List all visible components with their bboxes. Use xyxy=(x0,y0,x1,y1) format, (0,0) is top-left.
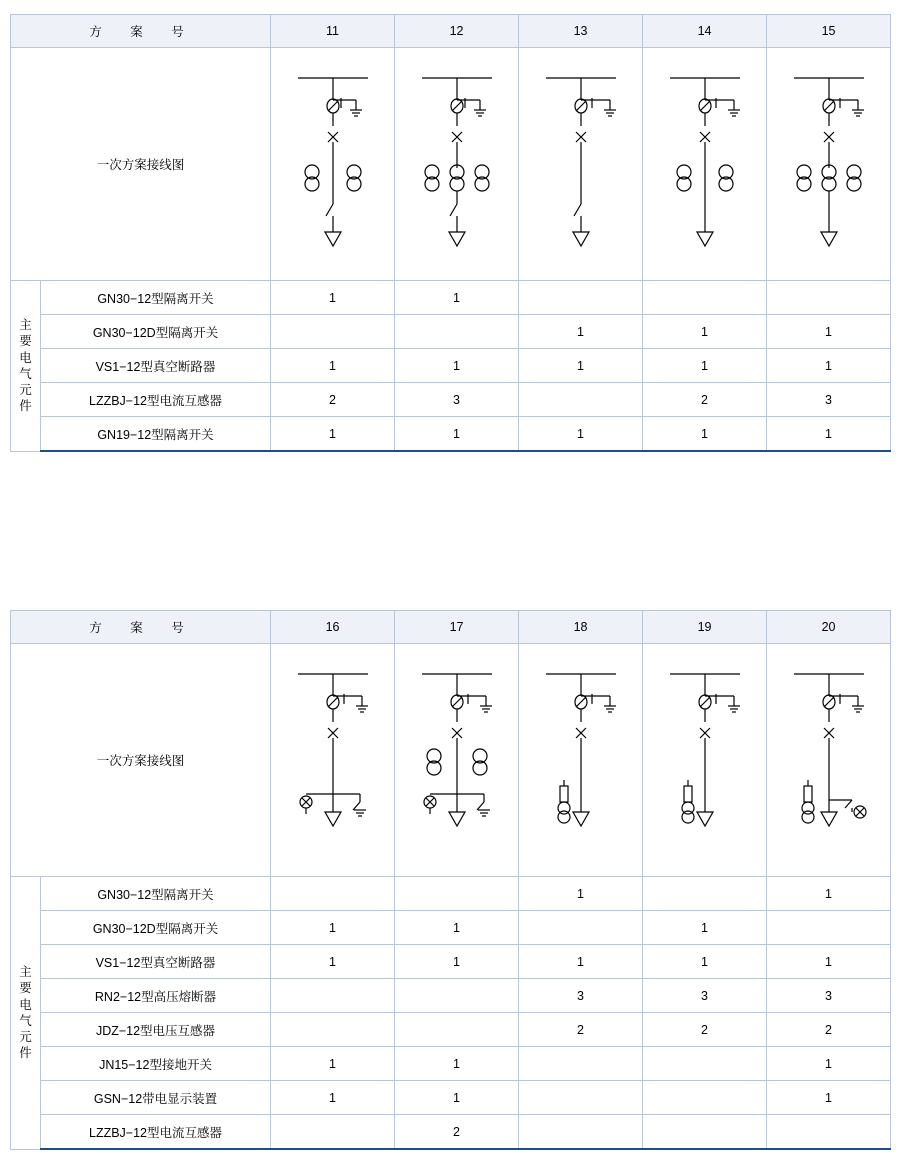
component-value: 1 xyxy=(767,349,891,383)
component-row xyxy=(11,315,891,349)
component-value xyxy=(643,877,767,911)
component-value xyxy=(395,1013,519,1047)
diagram-cell-scheme-19 xyxy=(643,644,767,877)
component-value: 1 xyxy=(271,417,395,452)
component-row xyxy=(11,1013,891,1047)
component-value: 1 xyxy=(395,945,519,979)
component-value: 1 xyxy=(271,911,395,945)
component-name: VS1−12型真空断路器 xyxy=(41,349,271,383)
component-value xyxy=(519,1047,643,1081)
component-name: RN2−12型高压熔断器 xyxy=(41,979,271,1013)
component-value xyxy=(519,1081,643,1115)
component-name: GSN−12带电显示装置 xyxy=(41,1081,271,1115)
component-value xyxy=(395,979,519,1013)
component-row xyxy=(11,911,891,945)
component-name: GN30−12型隔离开关 xyxy=(41,877,271,911)
component-value: 2 xyxy=(767,1013,891,1047)
component-value xyxy=(643,1081,767,1115)
component-value: 2 xyxy=(395,1115,519,1150)
table-header-row xyxy=(11,611,891,644)
component-name: LZZBJ−12型电流互感器 xyxy=(41,383,271,417)
component-value: 1 xyxy=(767,877,891,911)
header-scheme-number: 15 xyxy=(767,15,891,48)
diagram-cell-scheme-12 xyxy=(395,48,519,281)
component-row xyxy=(11,1115,891,1150)
table-upper xyxy=(10,14,891,452)
diagram-row xyxy=(11,644,891,877)
component-row xyxy=(11,417,891,452)
component-value xyxy=(395,877,519,911)
diagram-cell-scheme-17 xyxy=(395,644,519,877)
component-value: 1 xyxy=(767,315,891,349)
component-value: 1 xyxy=(395,349,519,383)
header-scheme-number: 12 xyxy=(395,15,519,48)
component-value: 1 xyxy=(643,315,767,349)
component-value xyxy=(395,315,519,349)
header-scheme-number: 20 xyxy=(767,611,891,644)
component-value xyxy=(519,1115,643,1150)
component-row xyxy=(11,349,891,383)
component-row xyxy=(11,945,891,979)
component-name: GN30−12D型隔离开关 xyxy=(41,911,271,945)
component-value xyxy=(643,1047,767,1081)
component-value: 1 xyxy=(519,877,643,911)
diagram-row-label: 一次方案接线图 xyxy=(11,48,271,281)
component-value: 2 xyxy=(271,383,395,417)
component-value: 1 xyxy=(271,281,395,315)
component-value xyxy=(767,281,891,315)
component-value xyxy=(643,1115,767,1150)
diagram-cell-scheme-11 xyxy=(271,48,395,281)
component-value: 1 xyxy=(643,911,767,945)
component-value: 1 xyxy=(519,349,643,383)
component-value: 1 xyxy=(271,349,395,383)
component-value: 1 xyxy=(395,911,519,945)
header-scheme-number: 18 xyxy=(519,611,643,644)
component-value: 1 xyxy=(767,945,891,979)
component-value xyxy=(767,1115,891,1150)
scheme-table-upper xyxy=(10,14,890,452)
component-row xyxy=(11,281,891,315)
component-value: 1 xyxy=(395,417,519,452)
component-value: 1 xyxy=(519,945,643,979)
header-scheme-number: 16 xyxy=(271,611,395,644)
component-value xyxy=(519,281,643,315)
diagram-row xyxy=(11,48,891,281)
diagram-cell-scheme-13 xyxy=(519,48,643,281)
component-name: VS1−12型真空断路器 xyxy=(41,945,271,979)
component-value: 1 xyxy=(395,281,519,315)
component-row xyxy=(11,1081,891,1115)
diagram-cell-scheme-18 xyxy=(519,644,643,877)
component-value xyxy=(271,1115,395,1150)
component-value: 1 xyxy=(767,1081,891,1115)
component-value: 3 xyxy=(767,383,891,417)
component-name: GN19−12型隔离开关 xyxy=(41,417,271,452)
header-title: 方 案 号 xyxy=(11,611,271,644)
component-value xyxy=(519,383,643,417)
component-value: 1 xyxy=(395,1047,519,1081)
component-value xyxy=(271,979,395,1013)
component-value: 3 xyxy=(767,979,891,1013)
component-value: 3 xyxy=(643,979,767,1013)
diagram-cell-scheme-20 xyxy=(767,644,891,877)
component-row xyxy=(11,383,891,417)
component-name: GN30−12D型隔离开关 xyxy=(41,315,271,349)
component-value: 1 xyxy=(395,1081,519,1115)
component-value: 2 xyxy=(519,1013,643,1047)
component-value xyxy=(271,877,395,911)
component-value: 2 xyxy=(643,1013,767,1047)
component-value: 1 xyxy=(519,315,643,349)
component-name: GN30−12型隔离开关 xyxy=(41,281,271,315)
component-value: 1 xyxy=(271,1081,395,1115)
header-scheme-number: 19 xyxy=(643,611,767,644)
component-value: 1 xyxy=(643,417,767,452)
component-value: 3 xyxy=(395,383,519,417)
component-value: 1 xyxy=(271,1047,395,1081)
component-value xyxy=(271,315,395,349)
scheme-table-lower xyxy=(10,610,890,1150)
component-value: 1 xyxy=(767,1047,891,1081)
component-value: 1 xyxy=(519,417,643,452)
components-group-label: 主要电气元件 xyxy=(11,877,41,1150)
table-lower xyxy=(10,610,891,1150)
header-title: 方 案 号 xyxy=(11,15,271,48)
diagram-row-label: 一次方案接线图 xyxy=(11,644,271,877)
header-scheme-number: 17 xyxy=(395,611,519,644)
diagram-cell-scheme-14 xyxy=(643,48,767,281)
component-value: 3 xyxy=(519,979,643,1013)
component-value: 2 xyxy=(643,383,767,417)
component-value xyxy=(767,911,891,945)
component-name: LZZBJ−12型电流互感器 xyxy=(41,1115,271,1150)
component-value: 1 xyxy=(643,349,767,383)
component-row xyxy=(11,877,891,911)
component-name: JDZ−12型电压互感器 xyxy=(41,1013,271,1047)
component-value xyxy=(519,911,643,945)
table-header-row xyxy=(11,15,891,48)
header-scheme-number: 11 xyxy=(271,15,395,48)
component-value xyxy=(271,1013,395,1047)
component-value: 1 xyxy=(271,945,395,979)
components-group-label: 主要电气元件 xyxy=(11,281,41,452)
component-value: 1 xyxy=(767,417,891,452)
component-name: JN15−12型接地开关 xyxy=(41,1047,271,1081)
component-row xyxy=(11,979,891,1013)
header-scheme-number: 13 xyxy=(519,15,643,48)
header-scheme-number: 14 xyxy=(643,15,767,48)
component-value xyxy=(643,281,767,315)
diagram-cell-scheme-16 xyxy=(271,644,395,877)
diagram-cell-scheme-15 xyxy=(767,48,891,281)
component-row xyxy=(11,1047,891,1081)
component-value: 1 xyxy=(643,945,767,979)
